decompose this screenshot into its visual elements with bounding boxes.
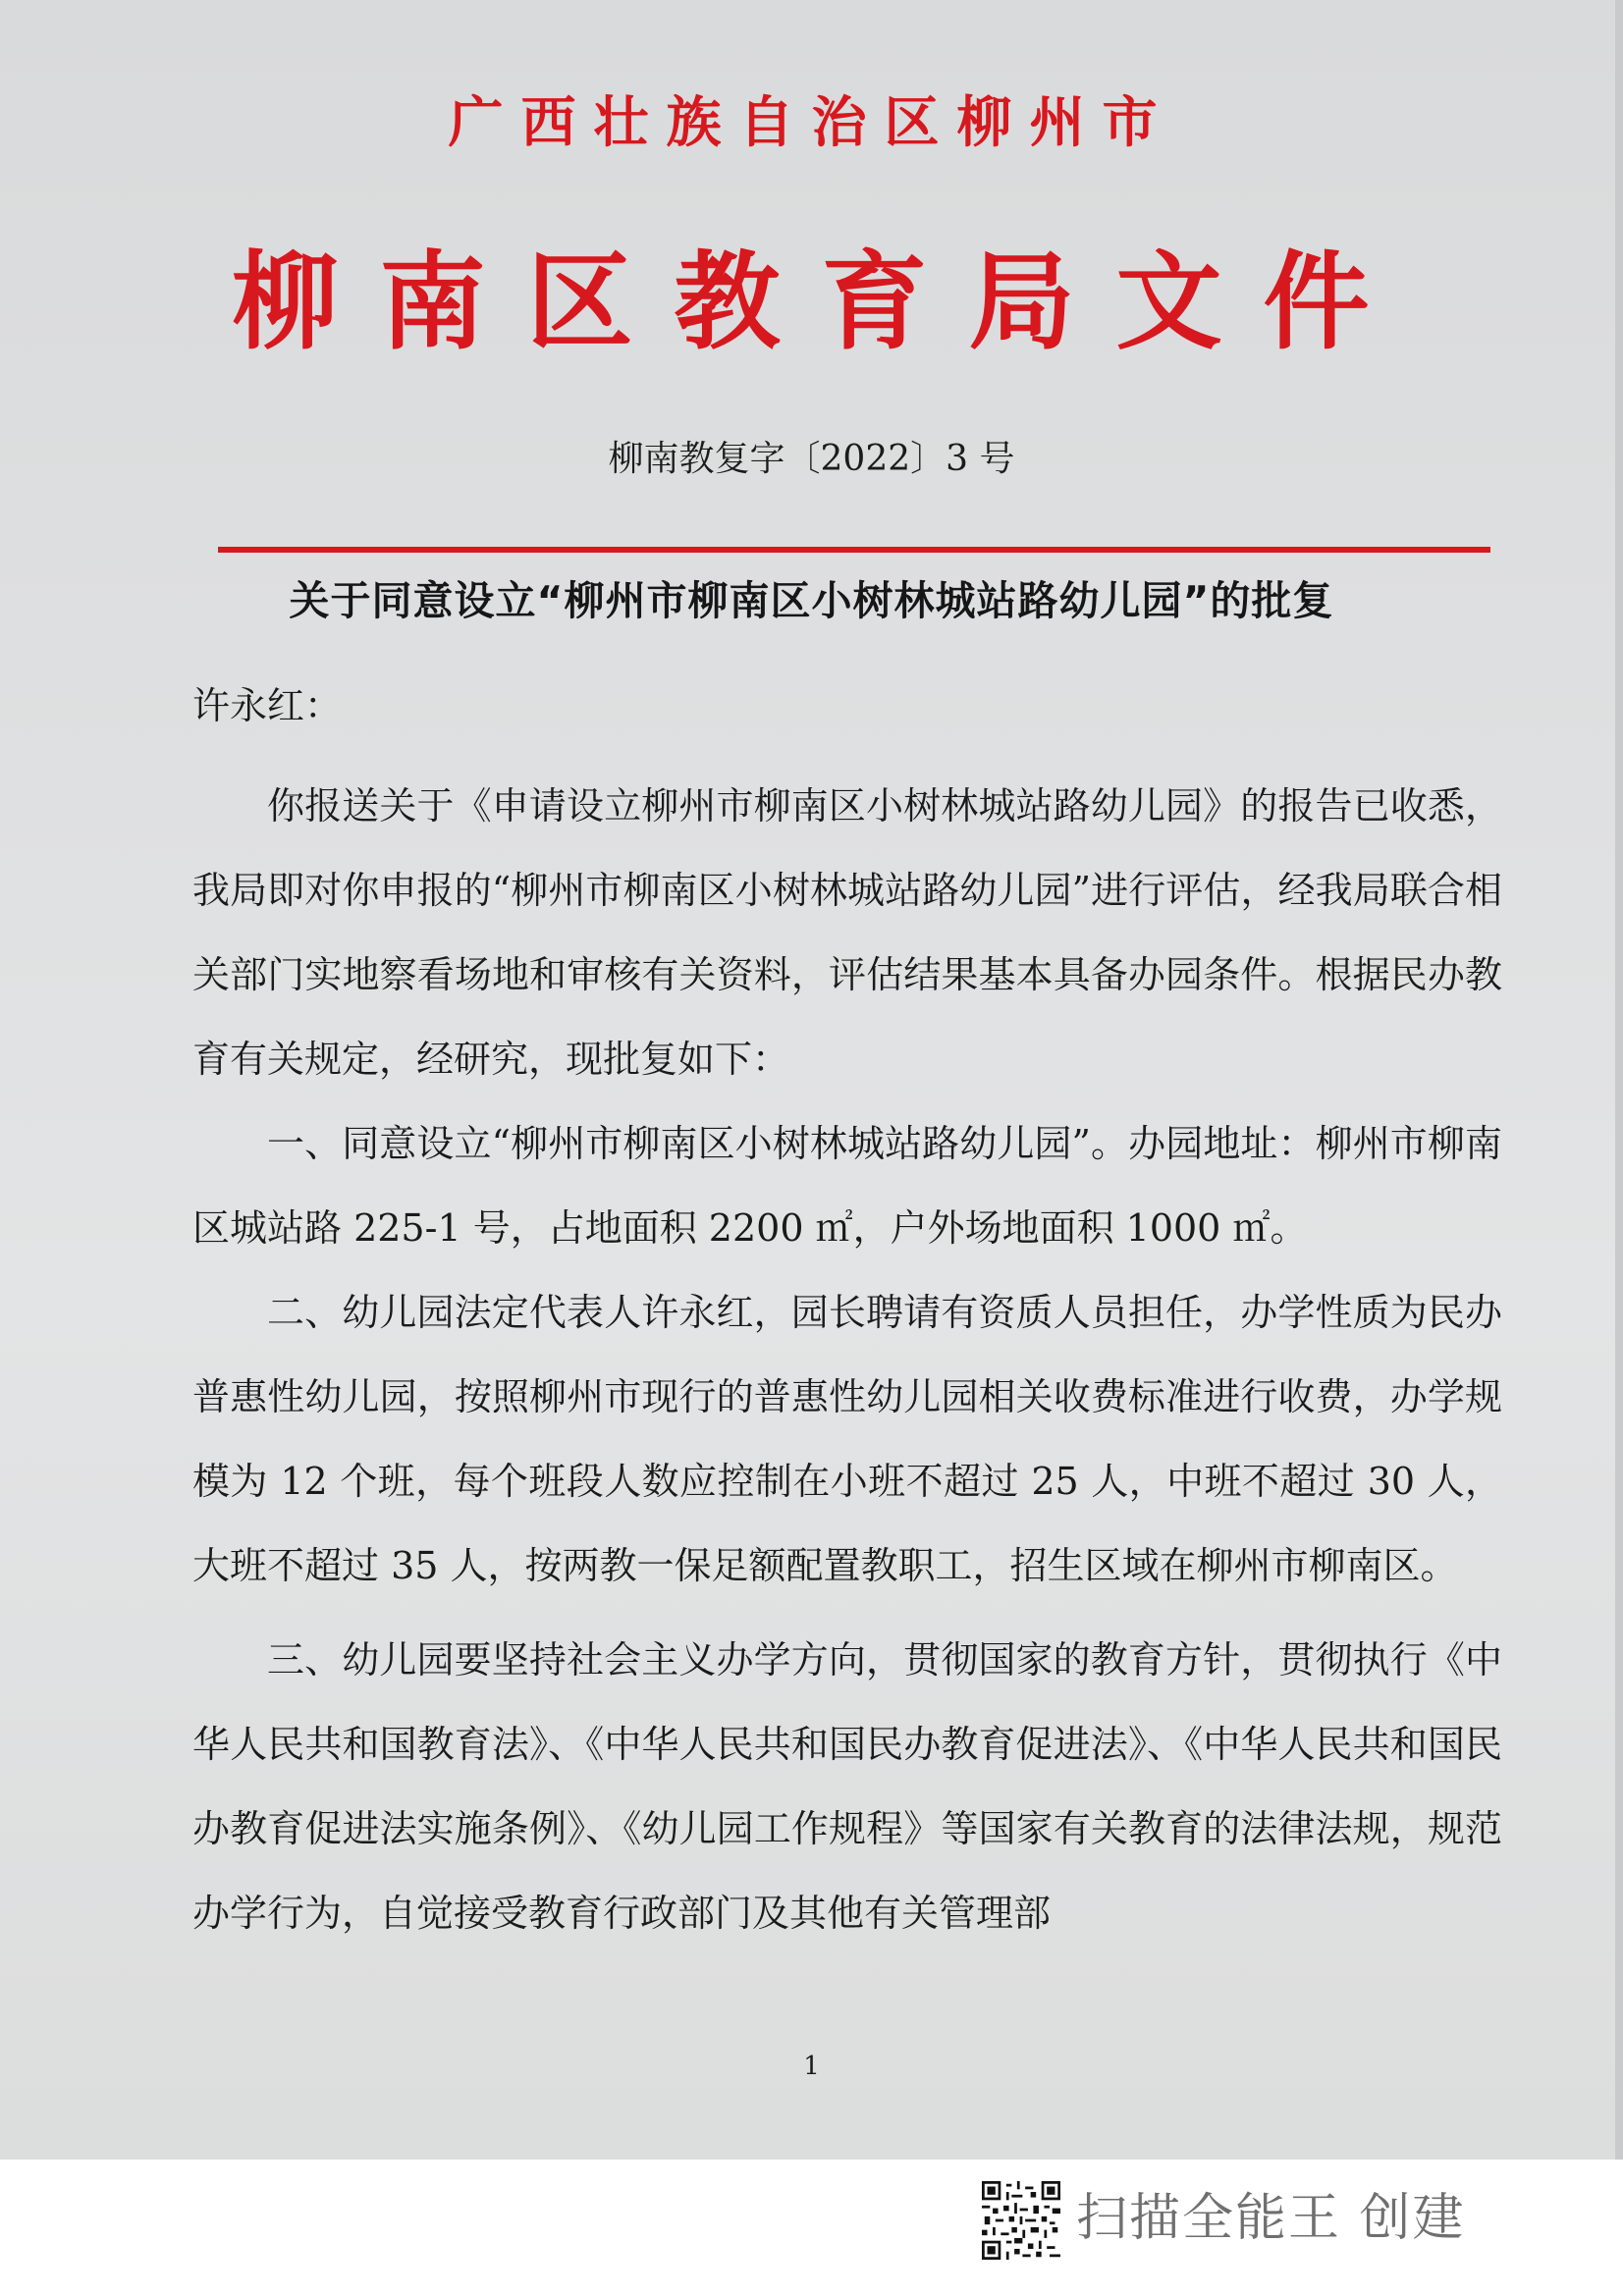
document-body (192, 764, 1502, 1955)
paragraph-intro: 你报送关于《申请设立柳州市柳南区小树林城站路幼儿园》的报告已收悉，我局即对你申报的“柳州市柳南区小树林城站路幼儿园”进行评估，经我局联合相关部门实地察看场地和审核有关资料，评估结果基本具备办园条件。根据民办教育有关规定，经研究，现批复如下： (192, 784, 1502, 1081)
page-number: 1 (803, 2052, 820, 2081)
paragraph-item-3: 三、幼儿园要坚持社会主义办学方向，贯彻国家的教育方针，贯彻执行《中华人民共和国教育法》、《中华人民共和国民办教育促进法》、《中华人民共和国民办教育促进法实施条例》、《幼儿园工作规程》等国家有关教育的法律法规，规范办学行为，自觉接受教育行政部门及其他有关管理部 (192, 1638, 1502, 1935)
issuer-region-header: 广西壮族自治区柳州市 (448, 91, 1175, 155)
issuer-document-header: 柳南区教育局文件 (232, 241, 1411, 364)
qr-code-icon (982, 2181, 1060, 2260)
scanner-brand-label: 扫描全能王 创建 (1076, 2189, 1466, 2248)
red-divider-line (218, 547, 1490, 553)
paragraph-item-1: 一、同意设立“柳州市柳南区小树林城站路幼儿园”。办园地址：柳州市柳南区城站路 225-1 号，占地面积 2200 ㎡，户外场地面积 1000 ㎡。 (192, 1122, 1502, 1250)
document-title: 关于同意设立“柳州市柳南区小树林城站路幼儿园”的批复 (289, 577, 1334, 624)
document-number: 柳南教复字〔2022〕3 号 (608, 439, 1015, 479)
salutation: 许永红： (192, 684, 343, 727)
scanner-watermark (982, 2177, 1512, 2266)
paragraph-item-2: 二、幼儿园法定代表人许永红，园长聘请有资质人员担任，办学性质为民办普惠性幼儿园，按照柳州市现行的普惠性幼儿园相关收费标准进行收费，办学规模为 12 个班，每个班段人数应控制在小班不超过 25 人，中班不超过 30 人，大班不超过 35 人，按两教一保足额配置教职工，招生区域在柳州市柳南区。 (192, 1291, 1502, 1587)
